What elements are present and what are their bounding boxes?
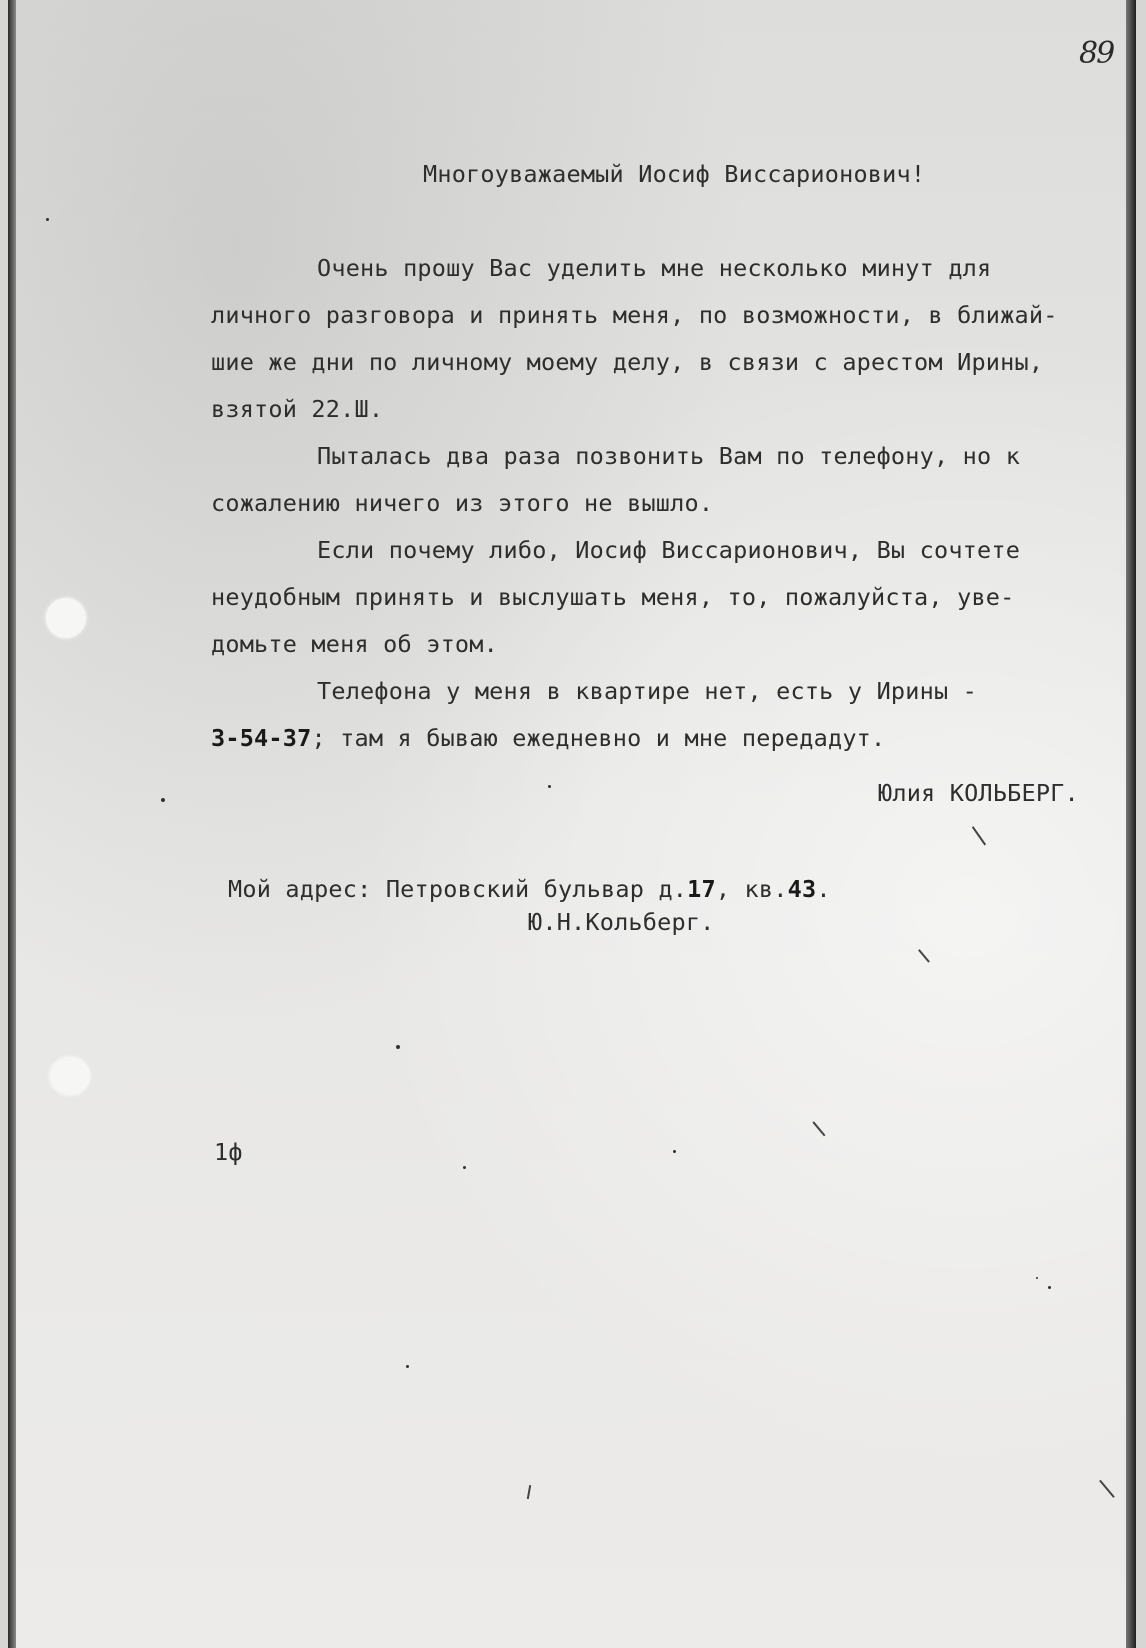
- speck: [673, 1150, 676, 1153]
- punch-hole-top: [46, 598, 86, 638]
- address-line: [228, 875, 831, 903]
- paragraph3-line2: неудобным принять и выслушать меня, то, пожалуйста, уве-: [211, 583, 1015, 611]
- phone-number: 3-54-37: [211, 724, 312, 752]
- paragraph3-line1: Если почему либо, Иосиф Виссарионович, Вы сочтете: [317, 536, 1021, 564]
- address-prefix: Мой адрес: Петровский бульвар д.: [228, 875, 688, 903]
- paragraph4-line2: [211, 724, 885, 752]
- scratch-mark: [972, 827, 986, 846]
- paragraph3-line3: домьте меня об этом.: [211, 630, 498, 658]
- speck: [1048, 1286, 1051, 1289]
- archive-page-number: 89: [1079, 36, 1114, 71]
- scratch-mark: [918, 949, 929, 962]
- paragraph2-line2: сожалению ничего из этого не вышло.: [211, 489, 714, 517]
- address-apt-prefix: , кв.: [715, 875, 788, 903]
- paragraph4-line1: Телефона у меня в квартире нет, есть у Ирины -: [317, 677, 978, 705]
- paragraph1-line1: Очень прошу Вас уделить мне несколько минут для: [317, 254, 992, 282]
- address-apt-number: 43: [787, 875, 817, 903]
- speck: [396, 1045, 400, 1049]
- paragraph4-line2-text: ; там я бываю ежедневно и мне передадут.: [311, 724, 886, 752]
- speck: [463, 1166, 466, 1169]
- scan-right-edge: [1126, 0, 1136, 1648]
- paragraph2-line1: Пыталась два раза позвонить Вам по телефону, но к: [317, 442, 1021, 470]
- speck: [46, 218, 49, 221]
- scan-left-edge: [8, 0, 16, 1648]
- document-page: [8, 0, 1136, 1648]
- scratch-mark: [527, 1485, 531, 1499]
- address-name: Ю.Н.Кольберг.: [528, 908, 715, 936]
- scratch-mark: [1099, 1480, 1114, 1498]
- paragraph1-line3: шие же дни по личному моему делу, в связи с арестом Ирины,: [211, 348, 1044, 376]
- address-suffix: .: [816, 875, 831, 903]
- speck: [1036, 1277, 1038, 1279]
- salutation: Многоуважаемый Иосиф Виссарионович!: [423, 160, 926, 188]
- paragraph1-line4: взятой 22.Ш.: [211, 395, 384, 423]
- signature: Юлия КОЛЬБЕРГ.: [878, 779, 1079, 807]
- paragraph1-line2: личного разговора и принять меня, по возможности, в ближай-: [211, 301, 1058, 329]
- speck: [548, 785, 551, 788]
- address-house-number: 17: [687, 875, 716, 903]
- punch-hole-bottom: [50, 1057, 90, 1095]
- speck: [406, 1365, 409, 1368]
- speck: [161, 798, 165, 802]
- scratch-mark: [812, 1122, 825, 1137]
- footer-mark: 1ф: [214, 1138, 243, 1166]
